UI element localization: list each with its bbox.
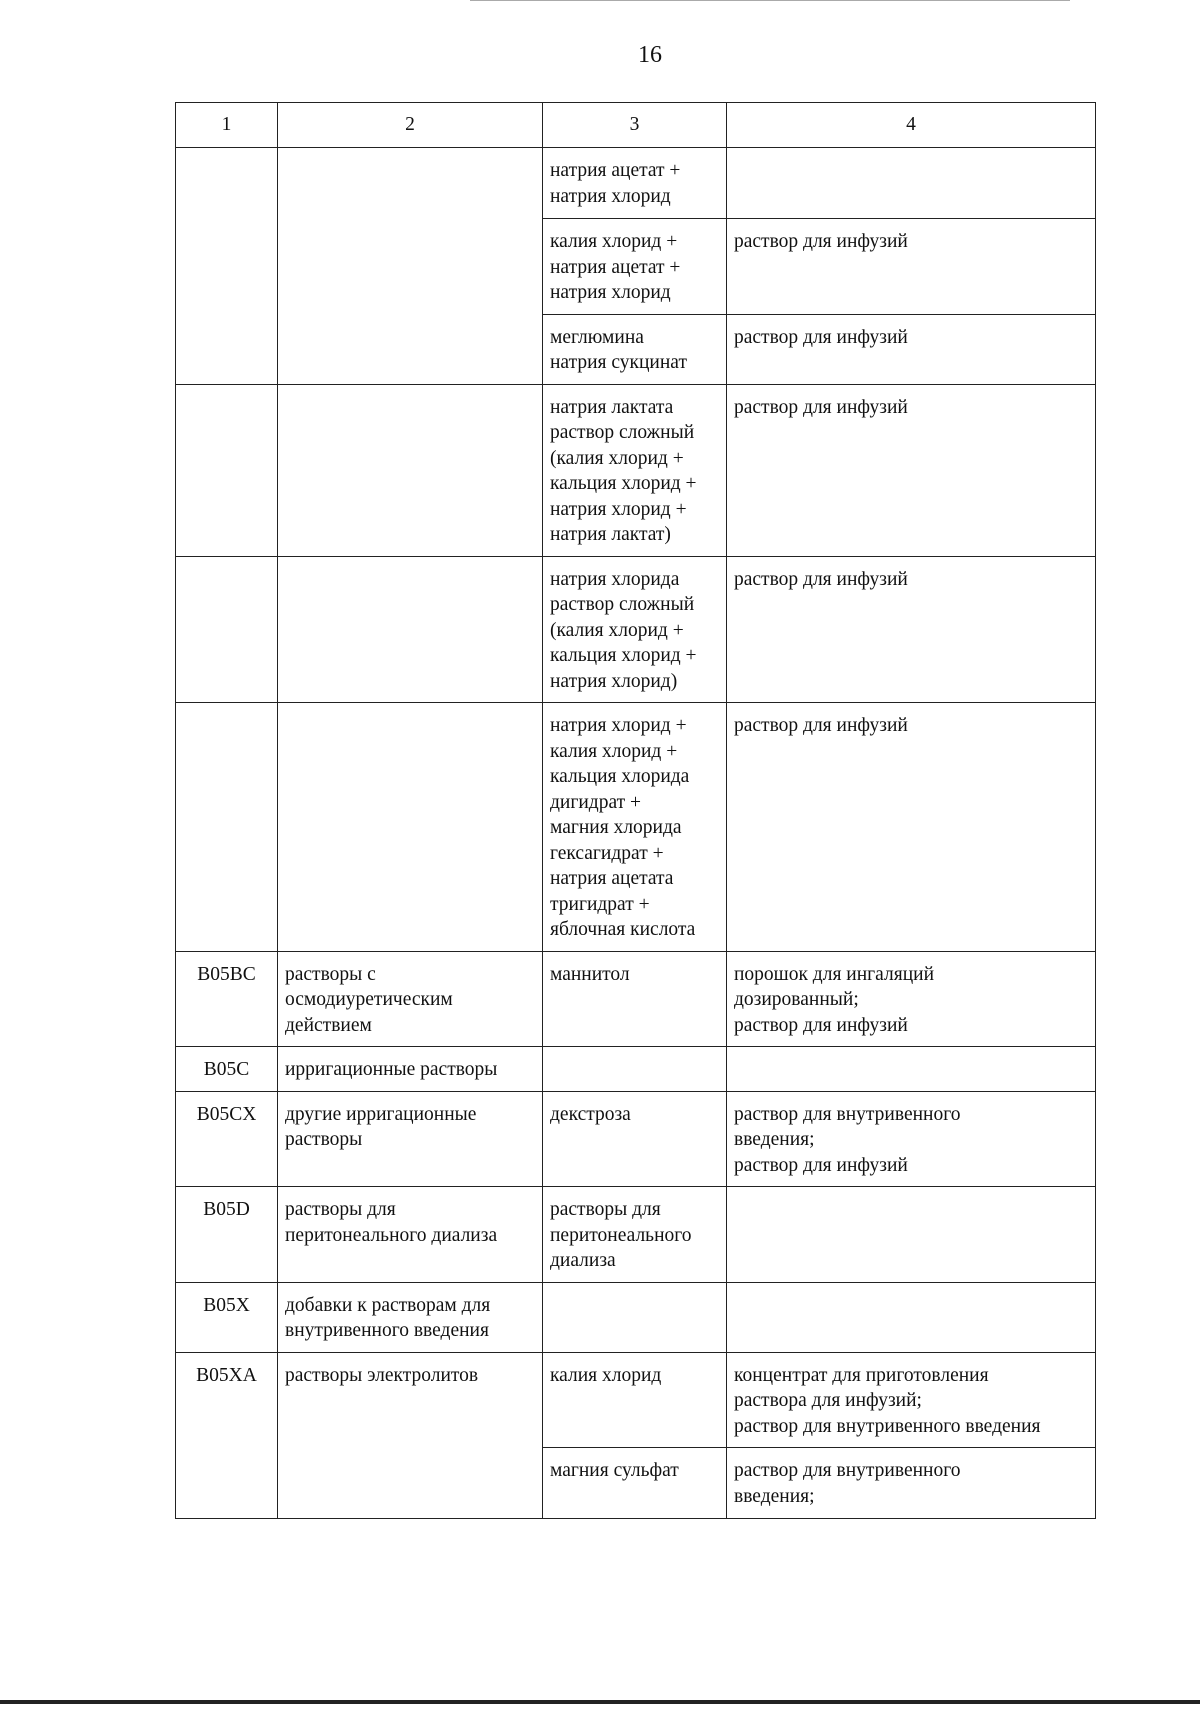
substance-cell [543, 314, 727, 384]
substance-cell [543, 703, 727, 952]
substance-cell [543, 384, 727, 556]
form-line: раствор для внутривенного [734, 1460, 961, 1481]
code-cell [176, 384, 278, 556]
group-cell [278, 703, 543, 952]
form-cell [727, 384, 1096, 556]
code-cell [176, 148, 278, 385]
substance-cell [543, 1448, 727, 1519]
substance-line: натрия хлорид + [550, 498, 687, 520]
substance-line: натрия лактат) [550, 524, 671, 545]
substance-cell [543, 951, 727, 1047]
substance-cell [543, 219, 727, 315]
substance-line: диализа [550, 1250, 616, 1271]
table-row [176, 384, 1096, 556]
form-line: раствор для инфузий [734, 1014, 908, 1036]
code-cell: B05C [176, 1047, 278, 1092]
form-cell [727, 951, 1096, 1047]
group-line: растворы электролитов [285, 1364, 479, 1386]
group-cell [278, 1091, 543, 1187]
substance-cell [543, 1047, 727, 1092]
substance-cell [543, 148, 727, 219]
form-cell [727, 1047, 1096, 1092]
group-cell [278, 1047, 543, 1092]
form-line: раствор для инфузий [734, 231, 908, 252]
table-row [176, 1187, 1096, 1283]
table-row [176, 1282, 1096, 1352]
column-header-3: 3 [543, 103, 727, 148]
drug-registry-table [175, 102, 1096, 1519]
substance-line: кальция хлорида [550, 766, 690, 787]
group-cell [278, 951, 543, 1047]
column-header-2: 2 [278, 103, 543, 148]
group-cell [278, 1352, 543, 1519]
substance-line: раствор сложный [550, 594, 695, 615]
substance-line: натрия лактата [550, 396, 674, 418]
code-cell: B05CX [176, 1091, 278, 1187]
group-line: осмодиуретическим [285, 989, 453, 1010]
form-cell [727, 219, 1096, 315]
table-row [176, 1047, 1096, 1092]
table-row [176, 556, 1096, 703]
form-line: введения; [734, 1485, 815, 1507]
group-line: перитонеального диализа [285, 1224, 498, 1246]
substance-line: натрия сукцинат [550, 352, 687, 373]
substance-line: (калия хлорид + [550, 619, 684, 641]
form-cell [727, 1352, 1096, 1448]
form-line: дозированный; [734, 989, 859, 1010]
substance-line: кальция хлорид + [550, 473, 697, 494]
substance-line: натрия хлорид [550, 282, 671, 303]
substance-line: меглюмина [550, 326, 644, 348]
group-line: действием [285, 1014, 372, 1036]
form-cell [727, 1091, 1096, 1187]
substance-line: калия хлорид [550, 1364, 662, 1386]
substance-line: кальция хлорид + [550, 645, 697, 666]
code-cell: B05XA [176, 1352, 278, 1519]
substance-line: тригидрат + [550, 893, 650, 915]
substance-cell [543, 556, 727, 703]
substance-line: яблочная кислота [550, 919, 696, 940]
substance-line: растворы для [550, 1199, 661, 1220]
group-cell [278, 384, 543, 556]
form-line: раствор для инфузий [734, 326, 908, 348]
code-cell: B05BC [176, 951, 278, 1047]
substance-line: магния хлорида [550, 817, 682, 838]
substance-cell [543, 1187, 727, 1283]
form-line: раствор для инфузий [734, 1154, 908, 1176]
substance-line: перитонеального [550, 1224, 692, 1246]
substance-line: калия хлорид + [550, 231, 678, 252]
form-line: раствор для инфузий [734, 568, 908, 590]
group-cell [278, 556, 543, 703]
substance-line: натрия хлорид [550, 185, 671, 207]
column-header-4: 4 [727, 103, 1096, 148]
table-row [176, 148, 1096, 219]
substance-line: магния сульфат [550, 1460, 679, 1481]
form-cell [727, 1448, 1096, 1519]
column-header-1: 1 [176, 103, 278, 148]
group-cell [278, 1282, 543, 1352]
top-scan-line [470, 0, 1070, 1]
form-line: раствор для инфузий [734, 396, 908, 418]
substance-cell [543, 1282, 727, 1352]
form-cell [727, 556, 1096, 703]
substance-line: натрия ацетата [550, 868, 674, 889]
group-line: растворы [285, 1129, 363, 1150]
substance-line: натрия ацетат + [550, 160, 681, 181]
substance-line: гексагидрат + [550, 842, 664, 864]
form-cell [727, 1187, 1096, 1283]
table-row [176, 1352, 1096, 1448]
group-line: растворы для [285, 1199, 396, 1220]
code-cell [176, 556, 278, 703]
substance-line: дигидрат + [550, 791, 642, 813]
substance-line: натрия хлорида [550, 568, 680, 590]
substance-line: раствор сложный [550, 422, 695, 443]
substance-line: натрия хлорид + [550, 715, 687, 736]
substance-line: натрия хлорид) [550, 670, 678, 692]
group-cell [278, 1187, 543, 1283]
header-row [176, 103, 1096, 148]
group-line: внутривенного введения [285, 1320, 489, 1341]
group-line: растворы с [285, 963, 376, 985]
group-line: ирригационные растворы [285, 1059, 498, 1080]
group-line: добавки к растворам для [285, 1294, 491, 1316]
form-cell [727, 148, 1096, 219]
form-line: раствора для инфузий; [734, 1390, 922, 1411]
substance-cell [543, 1091, 727, 1187]
page-number: 16 [638, 42, 662, 68]
table-row [176, 1091, 1096, 1187]
table-row [176, 951, 1096, 1047]
form-line: раствор для внутривенного введения [734, 1415, 1041, 1437]
form-line: раствор для внутривенного [734, 1103, 961, 1125]
code-cell [176, 703, 278, 952]
substance-line: калия хлорид + [550, 740, 678, 762]
substance-line: (калия хлорид + [550, 447, 684, 469]
substance-line: декстроза [550, 1103, 631, 1125]
form-line: раствор для инфузий [734, 715, 908, 736]
form-line: концентрат для приготовления [734, 1364, 989, 1386]
form-line: порошок для ингаляций [734, 963, 934, 985]
substance-line: натрия ацетат + [550, 256, 681, 278]
form-cell [727, 703, 1096, 952]
group-line: другие ирригационные [285, 1103, 477, 1125]
substance-line: маннитол [550, 963, 630, 985]
substance-cell [543, 1352, 727, 1448]
table-row [176, 703, 1096, 952]
form-cell [727, 1282, 1096, 1352]
code-cell: B05D [176, 1187, 278, 1283]
bottom-scan-line [0, 1700, 1200, 1704]
code-cell: B05X [176, 1282, 278, 1352]
form-line: введения; [734, 1129, 815, 1150]
form-cell [727, 314, 1096, 384]
group-cell [278, 148, 543, 385]
